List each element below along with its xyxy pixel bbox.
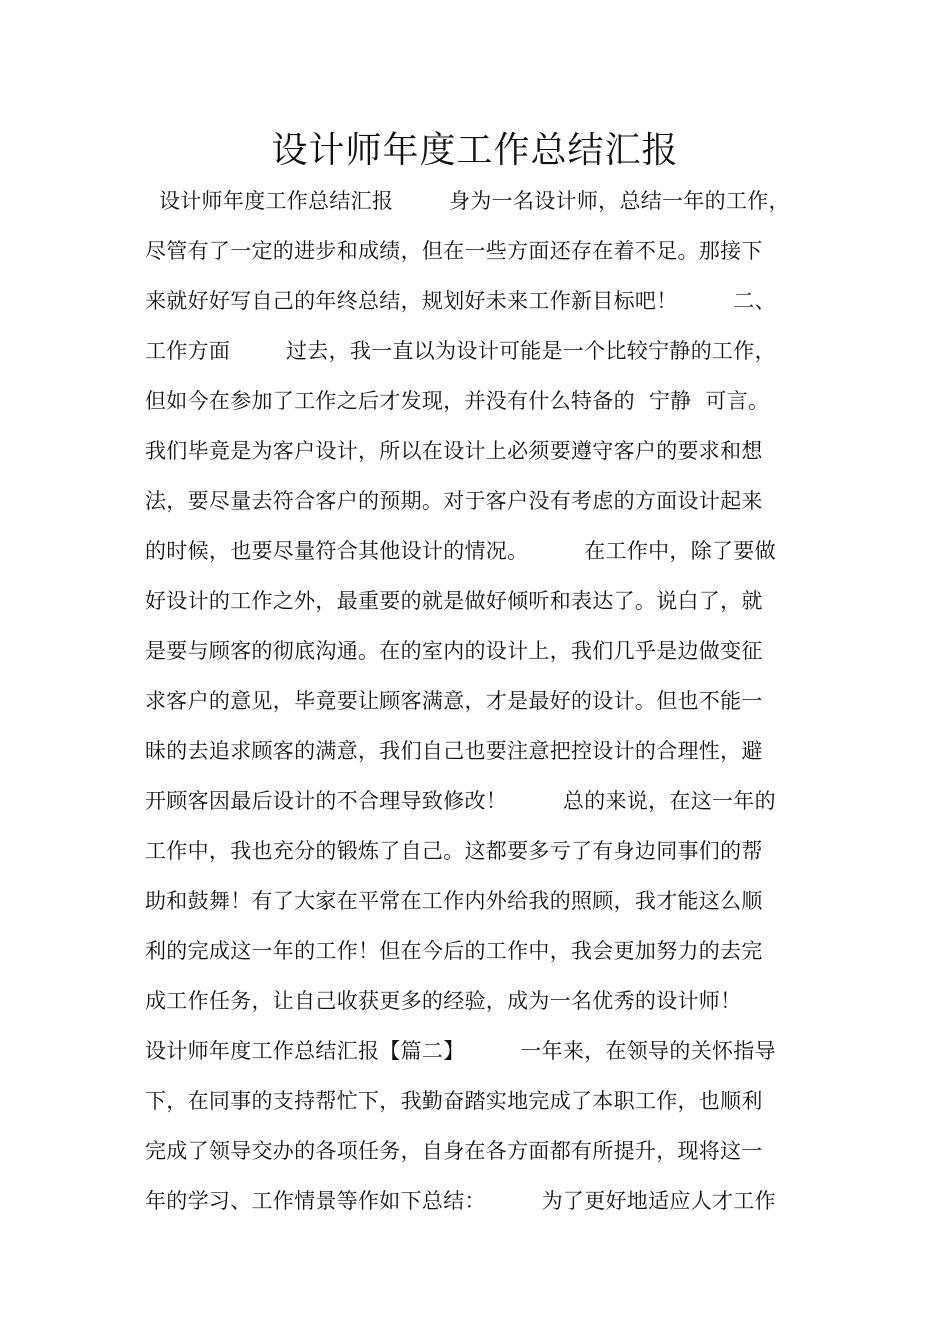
body-line: 开顾客因最后设计的不合理导致修改！ 总的来说，在这一年的	[145, 789, 776, 813]
body-line: 的时候，也要尽量符合其他设计的情况。 在工作中，除了要做	[145, 539, 776, 563]
body-line: 但如今在参加了工作之后才发现，并没有什么特备的 宁静 可言。	[145, 389, 770, 413]
body-line: 来就好好写自己的年终总结，规划好未来工作新目标吧！ 二、	[145, 289, 776, 313]
body-line: 设计师年度工作总结汇报【篇二】 一年来，在领导的关怀指导	[145, 1039, 776, 1063]
body-line: 法，要尽量去符合客户的预期。对于客户没有考虑的方面设计起来	[145, 489, 763, 513]
body-line: 是要与顾客的彻底沟通。在的室内的设计上，我们几乎是边做变征	[145, 639, 763, 663]
body-line: 年的学习、工作情景等作如下总结： 为了更好地适应人才工作	[145, 1189, 776, 1213]
body-line: 我们毕竟是为客户设计，所以在设计上必须要遵守客户的要求和想	[145, 439, 763, 463]
body-line: 昧的去追求顾客的满意，我们自己也要注意把控设计的合理性，避	[145, 739, 763, 763]
body-line: 设计师年度工作总结汇报 身为一名设计师，总结一年的工作，	[145, 189, 790, 213]
body-line: 完成了领导交办的各项任务，自身在各方面都有所提升，现将这一	[145, 1139, 763, 1163]
document-title: 设计师年度工作总结汇报	[271, 130, 679, 171]
body-line: 下，在同事的支持帮忙下，我勤奋踏实地完成了本职工作，也顺利	[145, 1089, 763, 1113]
body-line: 尽管有了一定的进步和成绩，但在一些方面还存在着不足。那接下	[145, 239, 763, 263]
body-line: 利的完成这一年的工作！但在今后的工作中，我会更加努力的去完	[145, 939, 763, 963]
document-body	[145, 176, 815, 1226]
body-line: 工作中，我也充分的锻炼了自己。这都要多亏了有身边同事们的帮	[145, 839, 763, 863]
body-line: 求客户的意见，毕竟要让顾客满意，才是最好的设计。但也不能一	[145, 689, 763, 713]
body-line: 好设计的工作之外，最重要的就是做好倾听和表达了。说白了，就	[145, 589, 763, 613]
body-line: 成工作任务，让自己收获更多的经验，成为一名优秀的设计师！	[145, 989, 742, 1013]
body-line: 工作方面 过去，我一直以为设计可能是一个比较宁静的工作，	[145, 339, 776, 363]
body-line: 助和鼓舞！有了大家在平常在工作内外给我的照顾，我才能这么顺	[145, 889, 763, 913]
